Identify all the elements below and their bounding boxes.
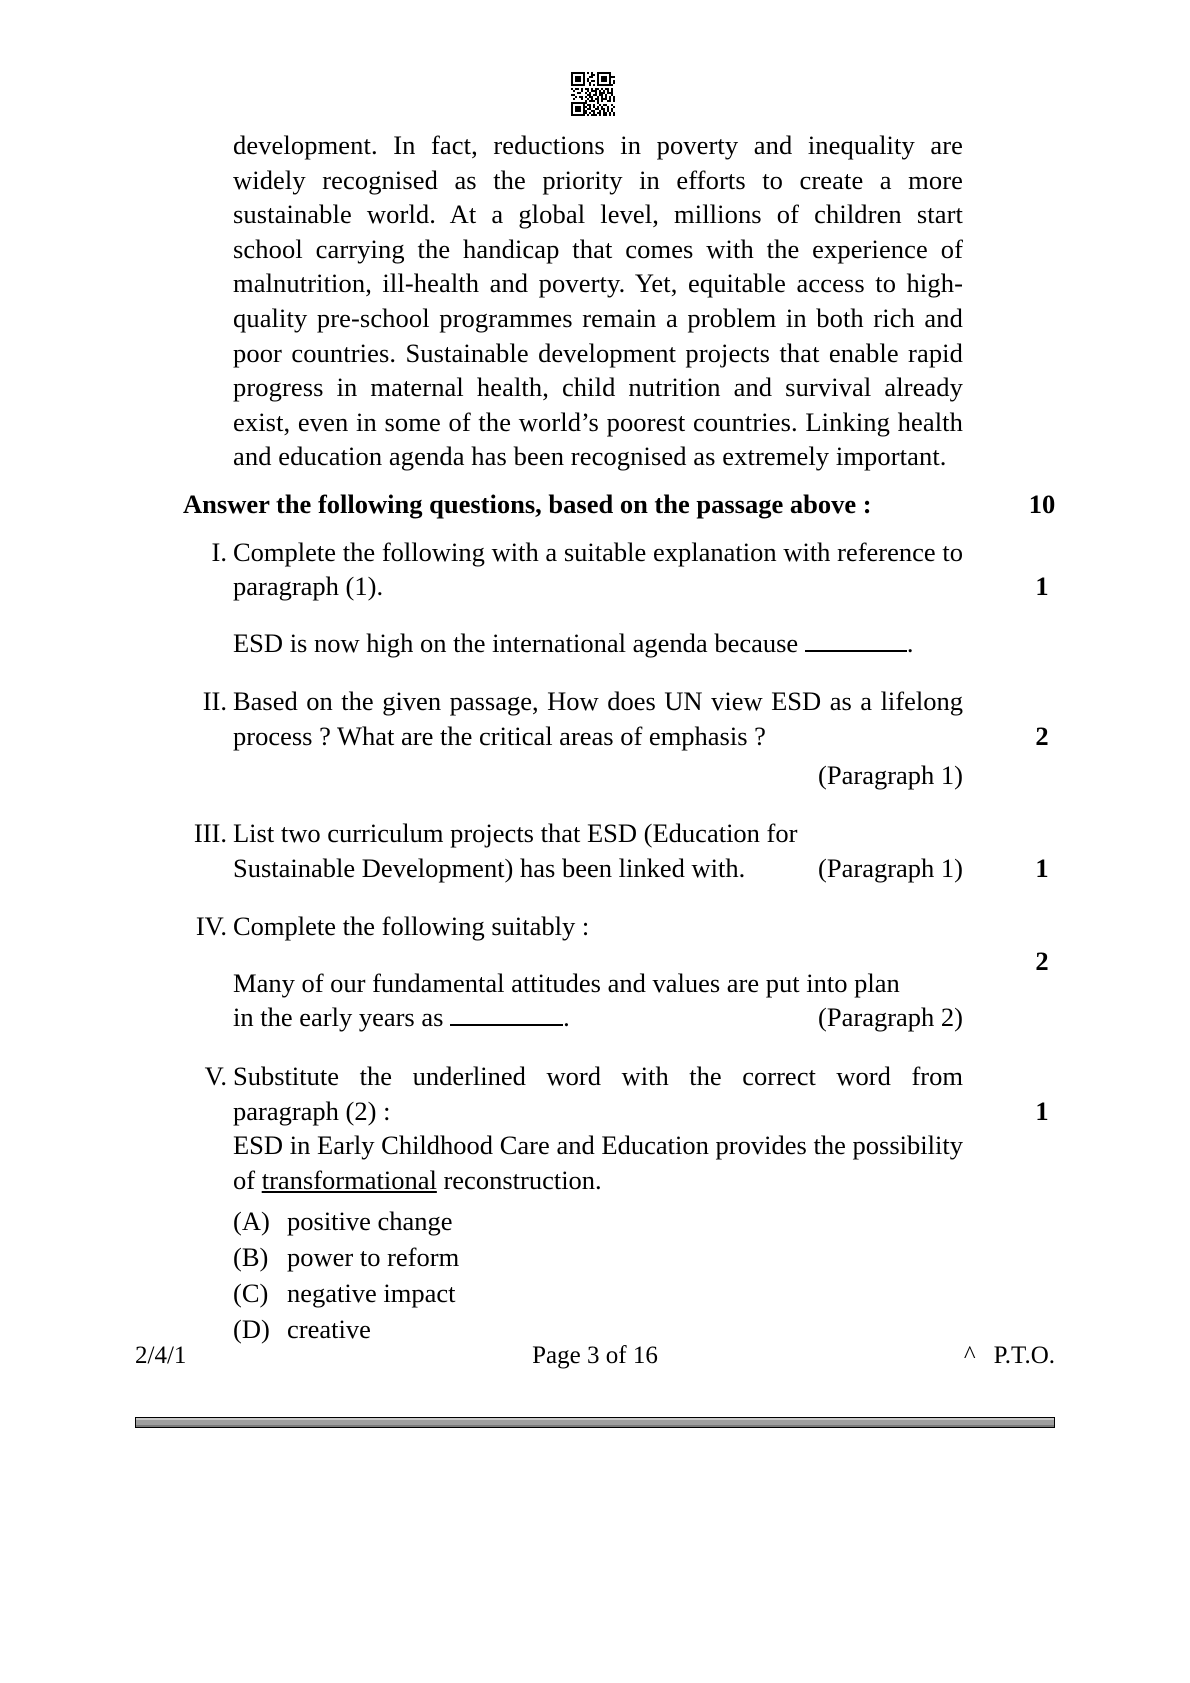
- question-marks: 1: [1035, 1095, 1049, 1126]
- option-label: (D): [233, 1314, 270, 1345]
- option-label: (C): [233, 1278, 269, 1309]
- fill-blank-wrapper: [233, 1000, 818, 1035]
- question-text: Substitute the underlined word with the correct word from paragraph (2) :: [233, 1061, 963, 1126]
- option-c[interactable]: [183, 1275, 1063, 1311]
- underlined-word: transformational: [261, 1164, 437, 1195]
- question-numeral: III.: [193, 818, 227, 849]
- option-text: power to reform: [287, 1242, 460, 1273]
- qr-code-icon: [571, 72, 615, 120]
- question-item-iii: [183, 816, 1063, 885]
- option-a[interactable]: [183, 1203, 1063, 1239]
- question-iii-paragraph-ref: (Paragraph 1): [818, 852, 963, 883]
- question-iv-paragraph-ref: (Paragraph 2): [818, 1002, 963, 1033]
- section-heading-text: Answer the following questions, based on the passage above :: [183, 488, 872, 519]
- option-list: [183, 1203, 1063, 1347]
- footer-paper-code: 2/4/1: [135, 1342, 187, 1369]
- option-text: positive change: [287, 1206, 453, 1237]
- fill-blank-prefix: ESD is now high on the international agenda because: [233, 627, 805, 658]
- question-text-line-2: Sustainable Development) has been linked with.: [233, 852, 746, 883]
- footer-pto-group: [964, 1338, 1055, 1374]
- question-item-iv: [183, 909, 1063, 976]
- fill-blank-prefix: in the early years as: [233, 1002, 451, 1033]
- question-iv-statement-line-2: [183, 1000, 963, 1035]
- question-text: Based on the given passage, How does UN view ESD as a lifelong process ? What are the critical areas of emphasis ?: [233, 686, 963, 751]
- question-marks: 1: [1035, 571, 1049, 602]
- page-content: [183, 128, 1063, 1347]
- passage-paragraph: development. In fact, reductions in poverty and inequality are widely recognised as the priority in efforts to create a more sustainable world. At a global level, millions of children start school carrying the handicap that comes with the experience of malnutrition, ill-health and poverty. Yet, equitable access to high-quality pre-school programmes remain a problem in both rich and poor countries. Sustainable development projects that enable rapid progress in maternal health, child nutrition and survival already exist, even in some of the world’s poorest countries. Linking health and education agenda has been recognised as extremely important.: [233, 130, 963, 472]
- page-footer: [135, 1338, 1055, 1408]
- section-heading-marks: 10: [1028, 488, 1056, 519]
- fill-blank-input[interactable]: [450, 1024, 563, 1026]
- question-iv-statement-line-1: Many of our fundamental attitudes and values are put into plan: [233, 967, 900, 998]
- question-item-ii: [183, 684, 1063, 753]
- footer-rule-bar: [135, 1417, 1055, 1428]
- question-numeral: II.: [202, 686, 227, 717]
- question-text: Complete the following suitably :: [233, 911, 590, 942]
- footer-page-number: Page 3 of 16: [532, 1342, 658, 1369]
- question-numeral: IV.: [195, 911, 227, 942]
- question-numeral: V.: [204, 1061, 227, 1092]
- question-ii-paragraph-ref: (Paragraph 1): [818, 759, 963, 790]
- fill-blank-input[interactable]: [805, 650, 907, 652]
- fill-blank-suffix: .: [563, 1002, 570, 1033]
- question-iii-second-line: [183, 851, 963, 886]
- question-marks: 2: [1035, 945, 1049, 976]
- question-item-v: [183, 1059, 1063, 1128]
- question-text-line-1: List two curriculum projects that ESD (Education for: [233, 818, 798, 849]
- question-marks: 1: [1035, 852, 1049, 883]
- fill-blank-suffix: .: [906, 627, 914, 658]
- question-text: Complete the following with a suitable explanation with reference to paragraph (1).: [233, 536, 963, 602]
- option-label: (B): [233, 1242, 269, 1273]
- question-i-fill-blank-line: [183, 626, 963, 661]
- stem-prefix: ESD in Early Childhood Care and Education provides the possibility of: [233, 1130, 963, 1195]
- question-numeral: I.: [211, 536, 227, 567]
- question-v-stem: [183, 1128, 963, 1197]
- question-marks: 2: [1035, 720, 1049, 751]
- footer-pto-label: P.T.O.: [993, 1342, 1055, 1369]
- footer-row: [135, 1338, 1055, 1374]
- section-heading-row: [183, 487, 1063, 522]
- option-b[interactable]: [183, 1239, 1063, 1275]
- question-item-i: [183, 535, 1063, 604]
- option-text: creative: [287, 1314, 371, 1345]
- option-text: negative impact: [287, 1278, 456, 1309]
- caret-icon: ^: [963, 1342, 976, 1369]
- option-label: (A): [233, 1206, 270, 1237]
- stem-suffix: reconstruction.: [436, 1164, 602, 1195]
